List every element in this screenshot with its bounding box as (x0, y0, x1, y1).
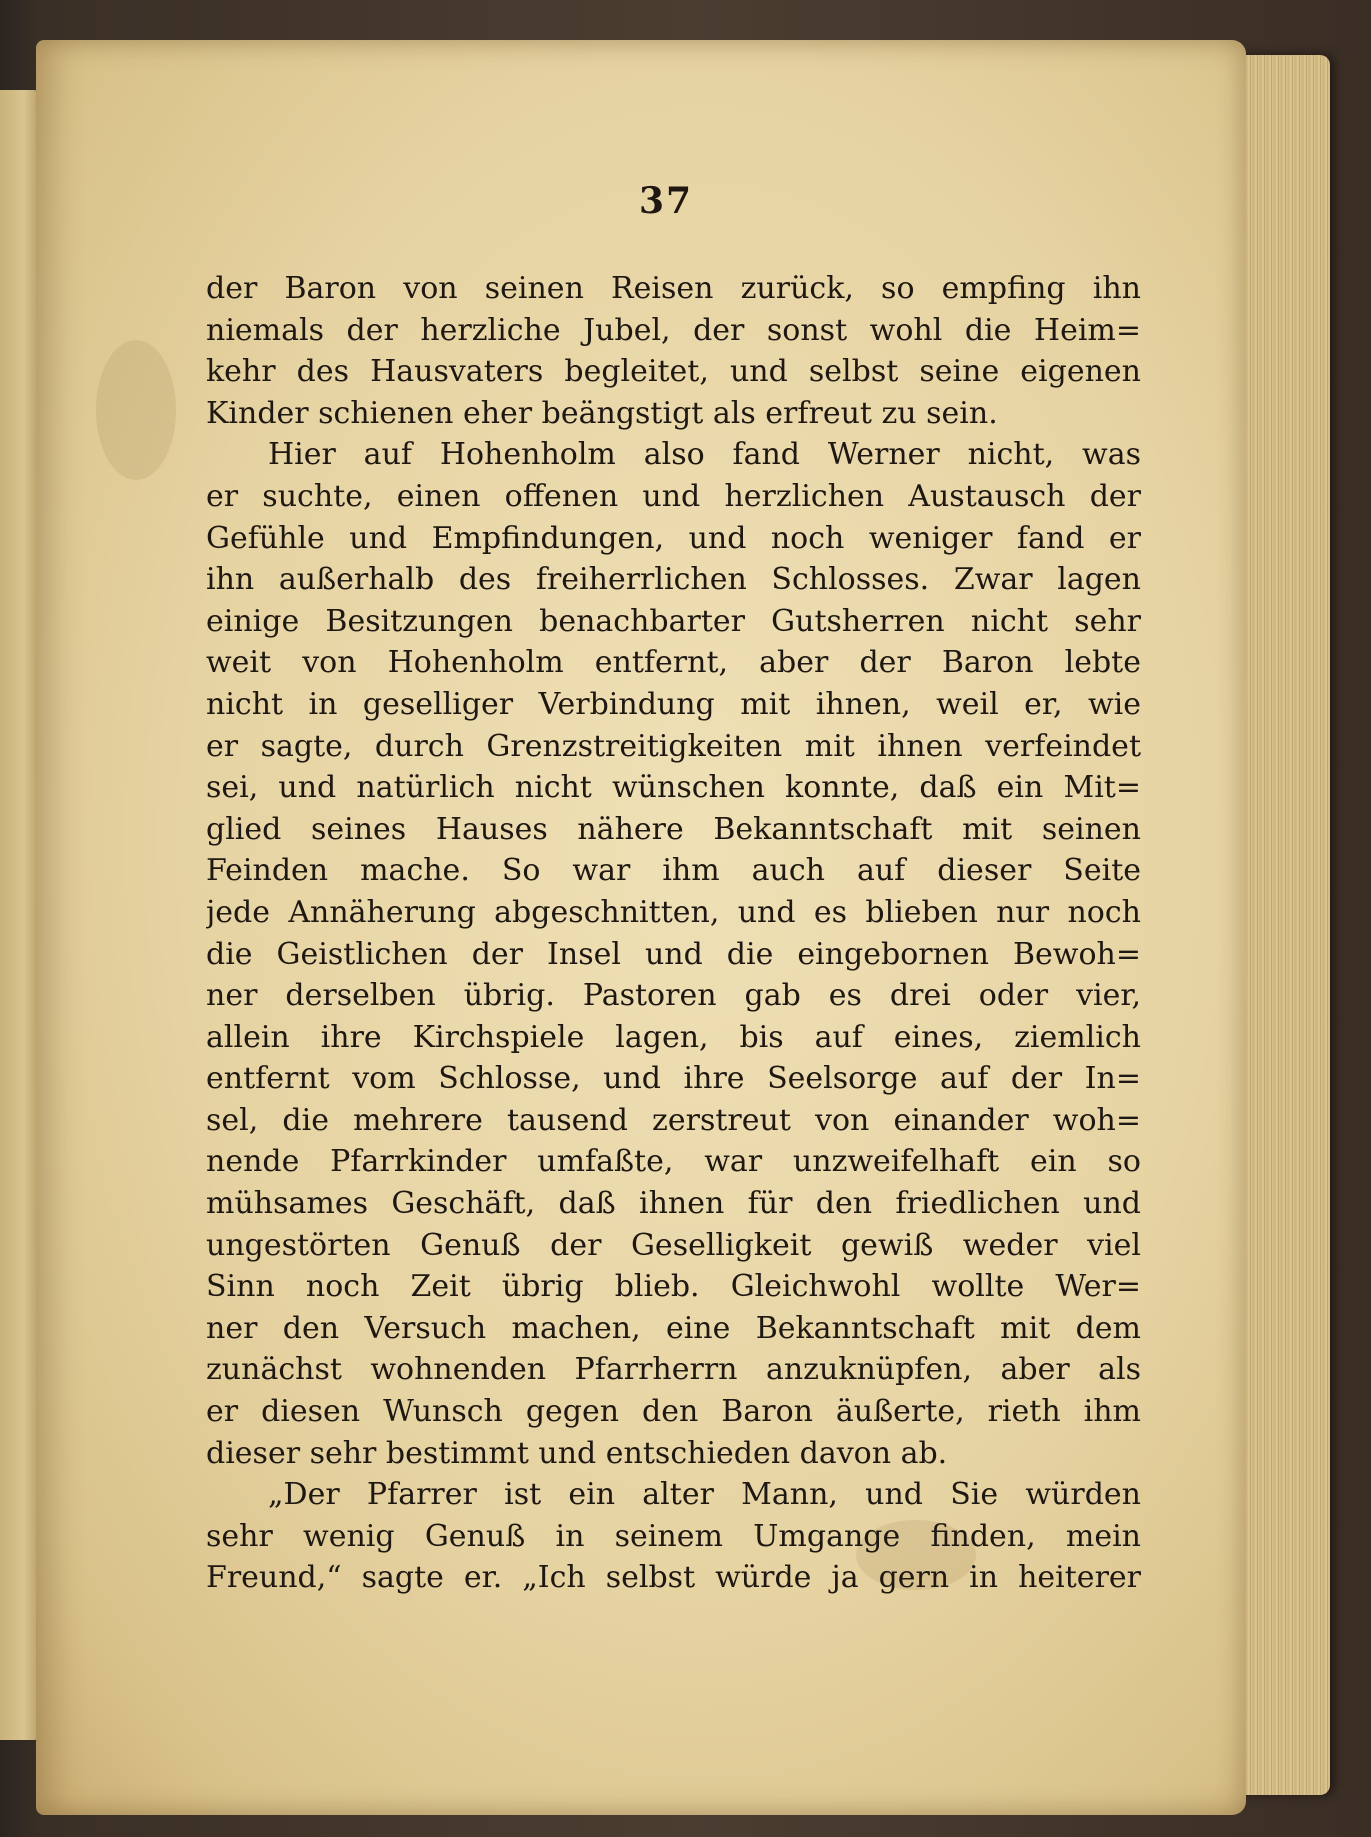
text-line: nende Pfarrkinder umfaßte, war unzweifelhaft ein so (206, 1144, 1141, 1180)
text-line: ner den Versuch machen, eine Bekanntschaft mit dem (206, 1310, 1141, 1346)
text-line: entfernt vom Schlosse, und ihre Seelsorge auf der In= (206, 1061, 1141, 1097)
text-line: glied seines Hauses nähere Bekanntschaft mit seinen (206, 811, 1141, 847)
text-line: er suchte, einen offenen und herzlichen Austausch der (206, 478, 1141, 514)
body-text (206, 268, 1141, 1599)
text-line: „Der Pfarrer ist ein alter Mann, und Sie würden (268, 1477, 1141, 1513)
text-line: ner derselben übrig. Pastoren gab es drei oder vier, (206, 978, 1141, 1014)
text-line: Feinden mache. So war ihm auch auf dieser Seite (206, 853, 1141, 889)
text-line: kehr des Hausvaters begleitet, und selbst seine eigenen (206, 354, 1141, 390)
text-line: er sagte, durch Grenzstreitigkeiten mit ihnen verfeindet (206, 728, 1141, 764)
text-line: Hier auf Hohenholm also fand Werner nicht, was (268, 437, 1141, 473)
text-line: allein ihre Kirchspiele lagen, bis auf eines, ziemlich (206, 1019, 1141, 1055)
text-line: Freund,“ sagte er. „Ich selbst würde ja gern in heiterer (206, 1560, 1141, 1596)
text-line: Sinn noch Zeit übrig blieb. Gleichwohl wollte Wer= (206, 1269, 1141, 1305)
text-line: er diesen Wunsch gegen den Baron äußerte, rieth ihm (206, 1394, 1141, 1430)
text-line: sei, und natürlich nicht wünschen konnte, daß ein Mit= (206, 770, 1141, 806)
text-line: jede Annäherung abgeschnitten, und es blieben nur noch (206, 894, 1141, 930)
left-facing-page-edge (0, 90, 40, 1740)
text-line: nicht in geselliger Verbindung mit ihnen, weil er, wie (206, 686, 1141, 722)
text-line: Gefühle und Empfindungen, und noch weniger fand er (206, 520, 1141, 556)
book-page (36, 40, 1246, 1815)
text-line: mühsames Geschäft, daß ihnen für den friedlichen und (206, 1186, 1141, 1222)
text-line: ihn außerhalb des freiherrlichen Schlosses. Zwar lagen (206, 562, 1141, 598)
text-line: die Geistlichen der Insel und die eingebornen Bewoh= (206, 936, 1141, 972)
text-line: einige Besitzungen benachbarter Gutsherren nicht sehr (206, 603, 1141, 639)
text-line: ungestörten Genuß der Geselligkeit gewiß weder viel (206, 1227, 1141, 1263)
text-line: niemals der herzliche Jubel, der sonst wohl die Heim= (206, 312, 1141, 348)
text-line: sel, die mehrere tausend zerstreut von einander woh= (206, 1102, 1141, 1138)
text-line: der Baron von seinen Reisen zurück, so empfing ihn (206, 271, 1141, 306)
text-line: sehr wenig Genuß in seinem Umgange finden, mein (206, 1518, 1141, 1554)
paper-stain (96, 340, 176, 480)
page-number: 37 (638, 180, 694, 222)
text-line: dieser sehr bestimmt und entschieden davon ab. (206, 1435, 948, 1471)
text-line: Kinder schienen eher beängstigt als erfreut zu sein. (206, 395, 998, 431)
text-line: zunächst wohnenden Pfarrherrn anzuknüpfen, aber als (206, 1352, 1141, 1388)
text-line: weit von Hohenholm entfernt, aber der Baron lebte (206, 645, 1141, 681)
